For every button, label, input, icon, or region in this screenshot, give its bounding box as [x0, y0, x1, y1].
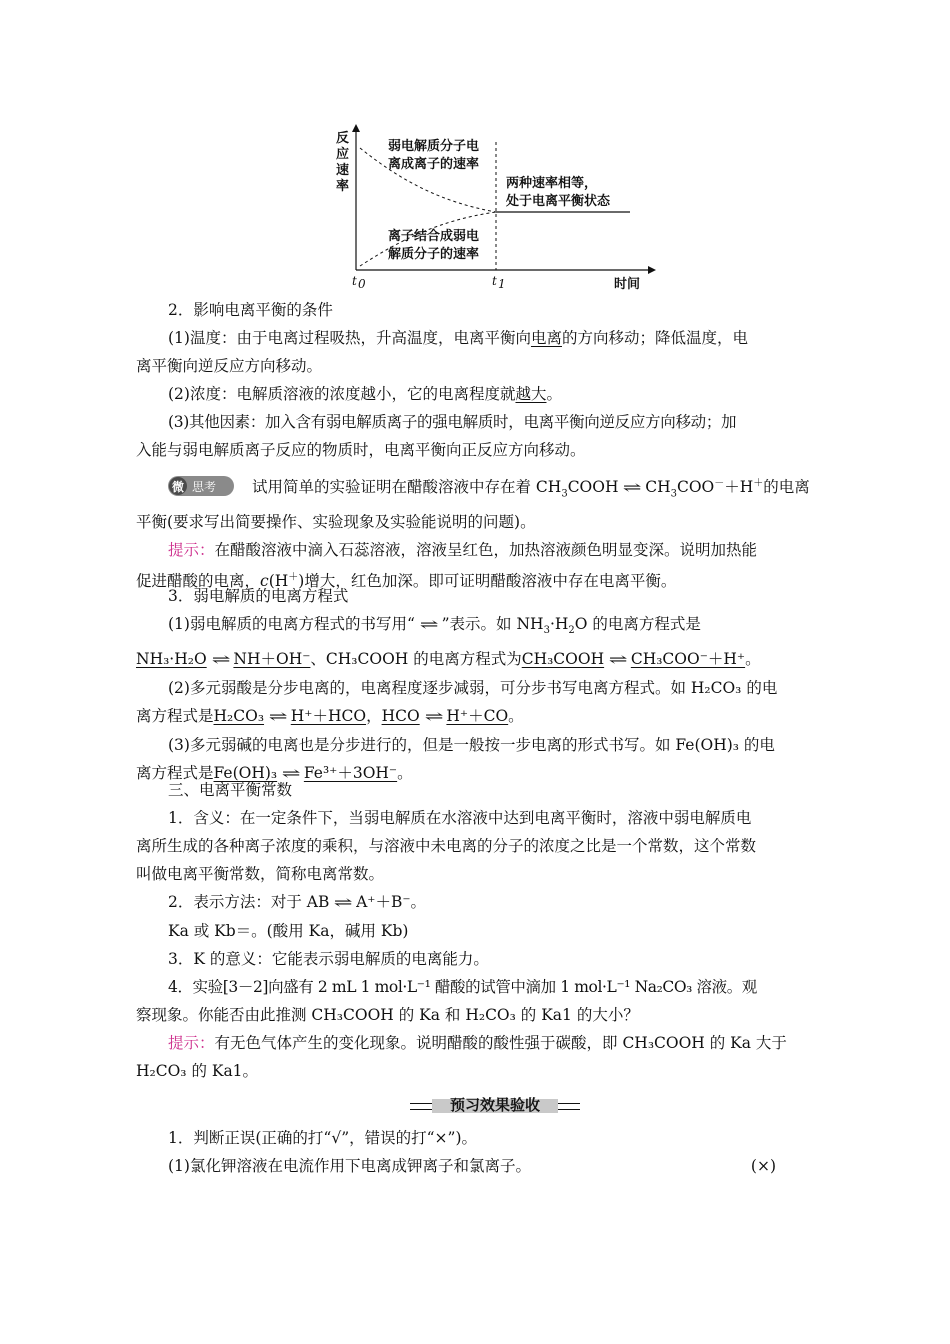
- y-axis-label-4: 率: [336, 179, 350, 194]
- think-hint: 提示：在醋酸溶液中滴入石蕊溶液，溶液呈红色，加热溶液颜色明显变深。说明加热能: [168, 541, 758, 560]
- review-q1: 1．判断正误(正确的打“√”，错误的打“×”)。: [168, 1129, 478, 1147]
- t1-label: t: [492, 274, 497, 288]
- equilibrium-arrow-icon: ⇌: [211, 652, 229, 669]
- think-badge-icon: [168, 476, 234, 496]
- equilibrium-arrow-icon: ⇌: [419, 617, 437, 633]
- upper-curve-label-1: 弱电解质分子电: [388, 139, 480, 154]
- part-3-d1-cont2: 叫做电离平衡常数，简称电离常数。: [136, 865, 385, 883]
- section-3-p1-cont: NH₃·H₂O ⇌ NH＋OH⁻、CH₃COOH 的电离方程式为CH₃COOH ⇌ CH₃COO⁻＋H⁺。: [136, 645, 816, 674]
- part-3-d2-formula: Ka 或 Kb＝。(酸用 Ka，碱用 Kb): [168, 922, 409, 940]
- part-3-hint: 提示：有无色气体产生的变化现象。说明醋酸的酸性强于碳酸，即 CH₃COOH 的 Ka 大于: [168, 1034, 787, 1052]
- section-3: [136, 582, 816, 788]
- x-axis-label: 时间: [614, 277, 641, 292]
- t0-sub: 0: [358, 277, 366, 291]
- part-3-d1-cont: 离所生成的各种离子浓度的乘积，与溶液中未电离的分子的浓度之比是一个常数，这个常数: [136, 837, 757, 855]
- lower-curve-label-2: 解质分子的速率: [388, 247, 480, 262]
- part-3: [136, 776, 816, 1085]
- t0-label: t: [352, 274, 357, 288]
- section-2-p2: (2)浓度：电解质溶液的浓度越小，它的电离程度就越大。: [168, 385, 562, 403]
- part-3-d4: 4．实验[3－2]向盛有 2 mL 1 mol·L⁻¹ 醋酸的试管中滴加 1 mol·L⁻¹ Na₂CO₃ 溶液。观: [168, 978, 757, 996]
- think-question-cont: 平衡(要求写出简要操作、实验现象及实验能说明的问题)。: [136, 513, 536, 532]
- section-2-p3-cont: 入能与弱电解质离子反应的物质时，电离平衡向正反应方向移动。: [136, 441, 586, 459]
- part-3-d4-cont: 察现象。你能否由此推测 CH₃COOH 的 Ka 和 H₂CO₃ 的 Ka1 的大小？: [136, 1006, 639, 1024]
- y-axis-label-3: 速: [336, 163, 350, 178]
- equilibrium-arrow-icon: ⇌: [608, 652, 627, 669]
- think-hint-cont: 促进醋酸的电离，c(H＋)增大，红色加深。即可证明醋酸溶液中存在电离平衡。: [136, 572, 677, 591]
- equal-label-2: 处于电离平衡状态: [506, 194, 611, 209]
- review-banner: [410, 1093, 580, 1119]
- part-3-d2: 2．表示方法：对于 AB ⇌ A⁺＋B⁻。: [136, 888, 816, 917]
- equilibrium-arrow-icon: ⇌: [424, 709, 442, 726]
- section-2-p3: (3)其他因素：加入含有弱电解质离子的强电解质时，电离平衡向逆反应方向移动；加: [168, 413, 737, 431]
- lower-curve-label-1: 离子结合成弱电: [388, 229, 480, 244]
- svg-text:思考: 思考: [192, 480, 217, 495]
- svg-text:微: 微: [172, 480, 185, 495]
- equal-label-1: 两种速率相等，: [506, 176, 598, 191]
- section-3-p1: (1)弱电解质的电离方程式的书写用“ ⇌ ”表示。如 $NH_3\cdot H_2O$ 的电离方程式是: [136, 610, 816, 645]
- review-banner-title: 预习效果验收: [449, 1096, 540, 1114]
- equilibrium-arrow-icon: ⇌: [281, 766, 300, 783]
- equilibrium-arrow-icon: ⇌: [268, 709, 286, 726]
- equilibrium-arrow-icon: ⇌: [334, 895, 352, 911]
- section-3-title: 3．弱电解质的电离方程式: [168, 587, 349, 605]
- y-axis-label-1: 反: [336, 131, 350, 146]
- review-q1-1: (1)氯化钾溶液在电流作用下电离成钾离子和氯离子。 (×): [136, 1152, 816, 1180]
- ionization-rate-diagram: [330, 120, 660, 295]
- section-2: [136, 296, 816, 464]
- section-2-p1-cont: 离平衡向逆反应方向移动。: [136, 357, 323, 375]
- equilibrium-arrow-icon: ⇌: [623, 480, 641, 497]
- y-axis-arrow: [352, 124, 360, 132]
- part-3-hint-cont: H₂CO₃ 的 Ka1。: [136, 1062, 259, 1080]
- part-3-title: 三、电离平衡常数: [168, 781, 293, 799]
- t1-sub: 1: [498, 277, 506, 291]
- section-3-p2: (2)多元弱酸是分步电离的，电离程度逐步减弱，可分步书写电离方程式。如 H₂CO₃ 的电: [168, 679, 778, 698]
- part-3-d3: 3．K 的意义：它能表示弱电解质的电离能力。: [168, 950, 489, 968]
- section-2-p1: (1)温度：由于电离过程吸热，升高温度，电离平衡向电离的方向移动；降低温度，电: [168, 329, 748, 347]
- upper-curve-label-2: 离成离子的速率: [388, 157, 480, 172]
- y-axis-label-2: 应: [336, 147, 350, 162]
- review-questions: [136, 1124, 816, 1180]
- think-block: [136, 470, 816, 595]
- review-q1-1-answer: (×): [750, 1157, 776, 1175]
- think-question: 微 思考 试用简单的实验证明在醋酸溶液中存在着 $CH_3COOH$ ⇌ $CH_3COO^-+H^+$的电离: [136, 470, 816, 508]
- section-3-p3: (3)多元弱碱的电离也是分步进行的，但是一般按一步电离的形式书写。如 Fe(OH)₃ 的电: [168, 736, 775, 755]
- x-axis-arrow: [648, 266, 656, 274]
- section-3-p3-cont: 离方程式是Fe(OH)₃ ⇌ Fe³⁺＋3OH⁻。: [136, 759, 816, 788]
- section-3-p2-cont: 离方程式是H₂CO₃ ⇌ H⁺＋HCO，HCO ⇌ H⁺＋CO。: [136, 702, 816, 731]
- part-3-d1: 1．含义：在一定条件下，当弱电解质在水溶液中达到电离平衡时，溶液中弱电解质电: [168, 809, 752, 827]
- section-2-title: 2．影响电离平衡的条件: [168, 301, 333, 319]
